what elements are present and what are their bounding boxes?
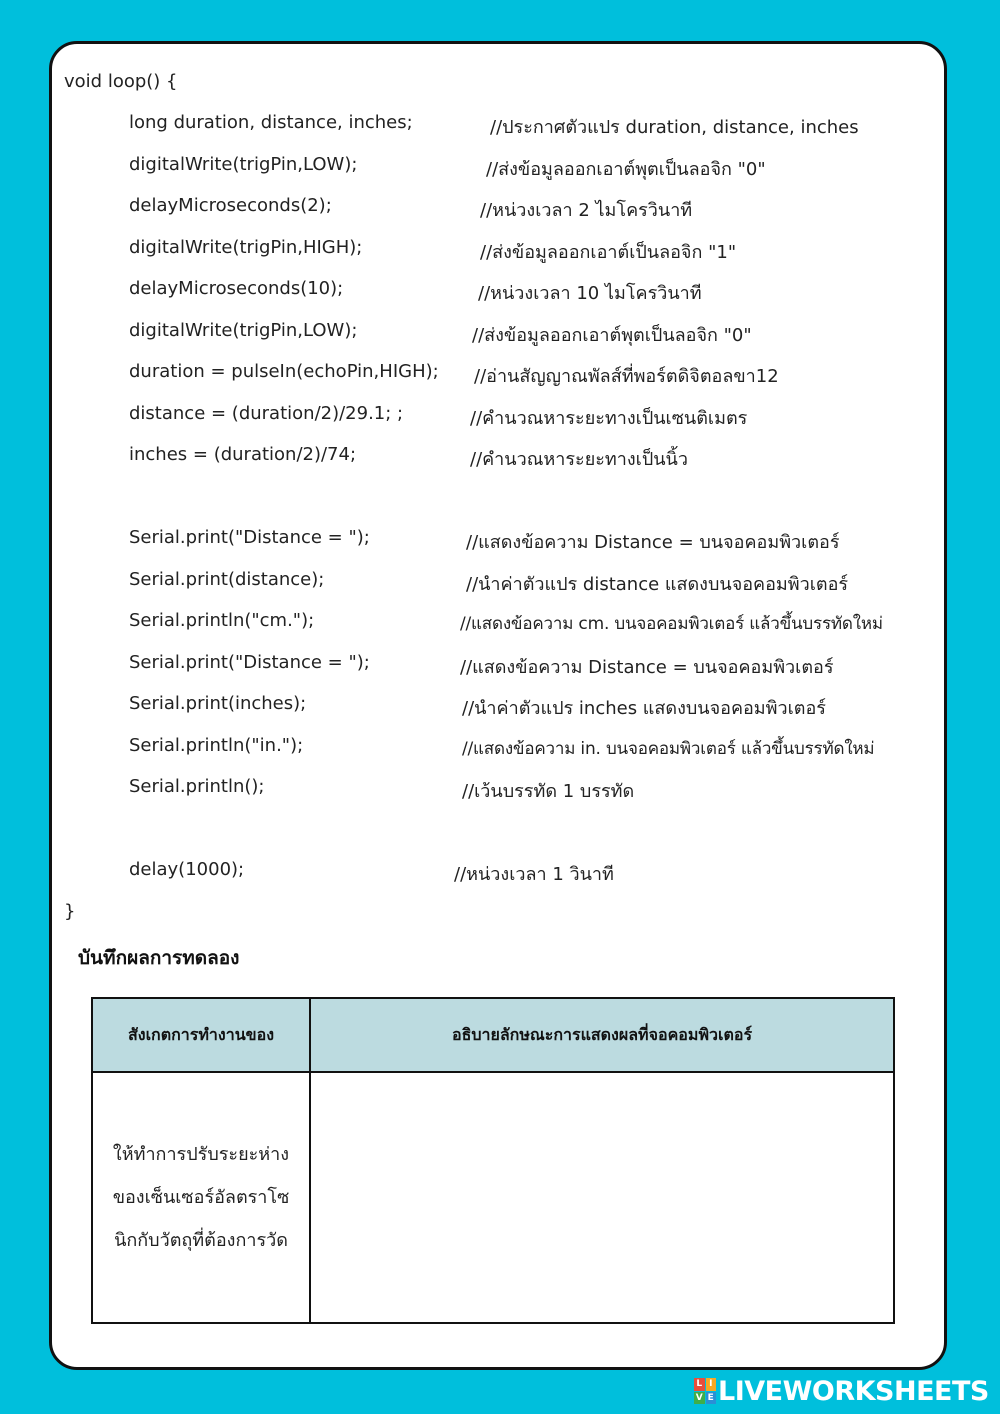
code-text: long duration, distance, inches;	[129, 112, 413, 133]
code-comment: //หน่วงเวลา 10 ไมโครวินาที	[478, 283, 702, 304]
code-comment: //หน่วงเวลา 2 ไมโครวินาที	[480, 200, 693, 221]
code-comment: //แสดงข้อความ cm. บนจอคอมพิวเตอร์ แล้วขึ้นบรรทัดใหม่	[460, 614, 883, 634]
code-comment: //คำนวณหาระยะทางเป็นเซนติเมตร	[470, 408, 748, 429]
badge-letter: V	[695, 1392, 703, 1403]
table-header: สังเกตการทำงานของ	[92, 998, 310, 1072]
code-closing: }	[64, 901, 76, 922]
instruction-line: นิกกับวัตถุที่ต้องการวัด	[114, 1230, 288, 1251]
code-comment: //คำนวณหาระยะทางเป็นนิ้ว	[470, 449, 688, 470]
instruction-line: ให้ทำการปรับระยะห่าง	[112, 1144, 290, 1165]
table-header: อธิบายลักษณะการแสดงผลที่จอคอมพิวเตอร์	[310, 998, 894, 1072]
results-table	[91, 997, 895, 1324]
code-comment: //เว้นบรรทัด 1 บรรทัด	[462, 781, 635, 802]
code-text: delayMicroseconds(10);	[129, 278, 344, 299]
code-comment: //ส่งข้อมูลออกเอาต์พุตเป็นลอจิก "0"	[486, 159, 766, 180]
code-comment: //แสดงข้อความ in. บนจอคอมพิวเตอร์ แล้วขึ้นบรรทัดใหม่	[462, 739, 875, 759]
code-comment: //นำค่าตัวแปร distance แสดงบนจอคอมพิวเตอร์	[466, 574, 849, 595]
code-comment: //นำค่าตัวแปร inches แสดงบนจอคอมพิวเตอร์	[462, 698, 826, 719]
table-row	[92, 1072, 894, 1323]
code-comment: //ส่งข้อมูลออกเอาต์เป็นลอจิก "1"	[480, 242, 737, 263]
table-header-row	[92, 998, 894, 1072]
code-text: Serial.print("Distance = ");	[129, 527, 370, 548]
code-text: Serial.println();	[129, 776, 265, 797]
code-text: Serial.print(distance);	[129, 569, 325, 590]
code-comment: //แสดงข้อความ Distance = บนจอคอมพิวเตอร์	[460, 657, 834, 678]
code-text: distance = (duration/2)/29.1; ;	[129, 403, 404, 424]
live-badge-icon	[694, 1378, 716, 1404]
code-comment: //แสดงข้อความ Distance = บนจอคอมพิวเตอร์	[466, 532, 840, 553]
code-text: Serial.print(inches);	[129, 693, 307, 714]
answer-cell[interactable]	[310, 1072, 894, 1323]
code-opening: void loop() {	[64, 71, 178, 92]
code-text: delay(1000);	[129, 859, 245, 880]
logo-text: LIVEWORKSHEETS	[718, 1375, 989, 1407]
code-comment: //อ่านสัญญาณพัลส์ที่พอร์ตดิจิตอลขา12	[474, 366, 779, 387]
section-title: บันทึกผลการทดลอง	[78, 947, 240, 969]
badge-letter: L	[694, 1378, 705, 1391]
code-text: digitalWrite(trigPin,LOW);	[129, 154, 358, 175]
code-comment: //ส่งข้อมูลออกเอาต์พุตเป็นลอจิก "0"	[472, 325, 752, 346]
code-text: inches = (duration/2)/74;	[129, 444, 357, 465]
code-comment: //ประกาศตัวแปร duration, distance, inches	[490, 117, 859, 138]
instruction-line: ของเซ็นเซอร์อัลตราโซ	[112, 1187, 290, 1208]
code-text: duration = pulseIn(echoPin,HIGH);	[129, 361, 439, 382]
code-text: Serial.println("in.");	[129, 735, 304, 756]
code-text: Serial.println("cm.");	[129, 610, 315, 631]
code-text: Serial.print("Distance = ");	[129, 652, 370, 673]
badge-letter: E	[706, 1392, 717, 1405]
code-text: digitalWrite(trigPin,HIGH);	[129, 237, 363, 258]
code-comment: //หน่วงเวลา 1 วินาที	[454, 864, 614, 885]
code-text: delayMicroseconds(2);	[129, 195, 332, 216]
badge-letter: I	[706, 1378, 717, 1391]
table-cell-instruction	[92, 1072, 310, 1323]
code-text: digitalWrite(trigPin,LOW);	[129, 320, 358, 341]
liveworksheets-logo	[694, 1374, 989, 1408]
